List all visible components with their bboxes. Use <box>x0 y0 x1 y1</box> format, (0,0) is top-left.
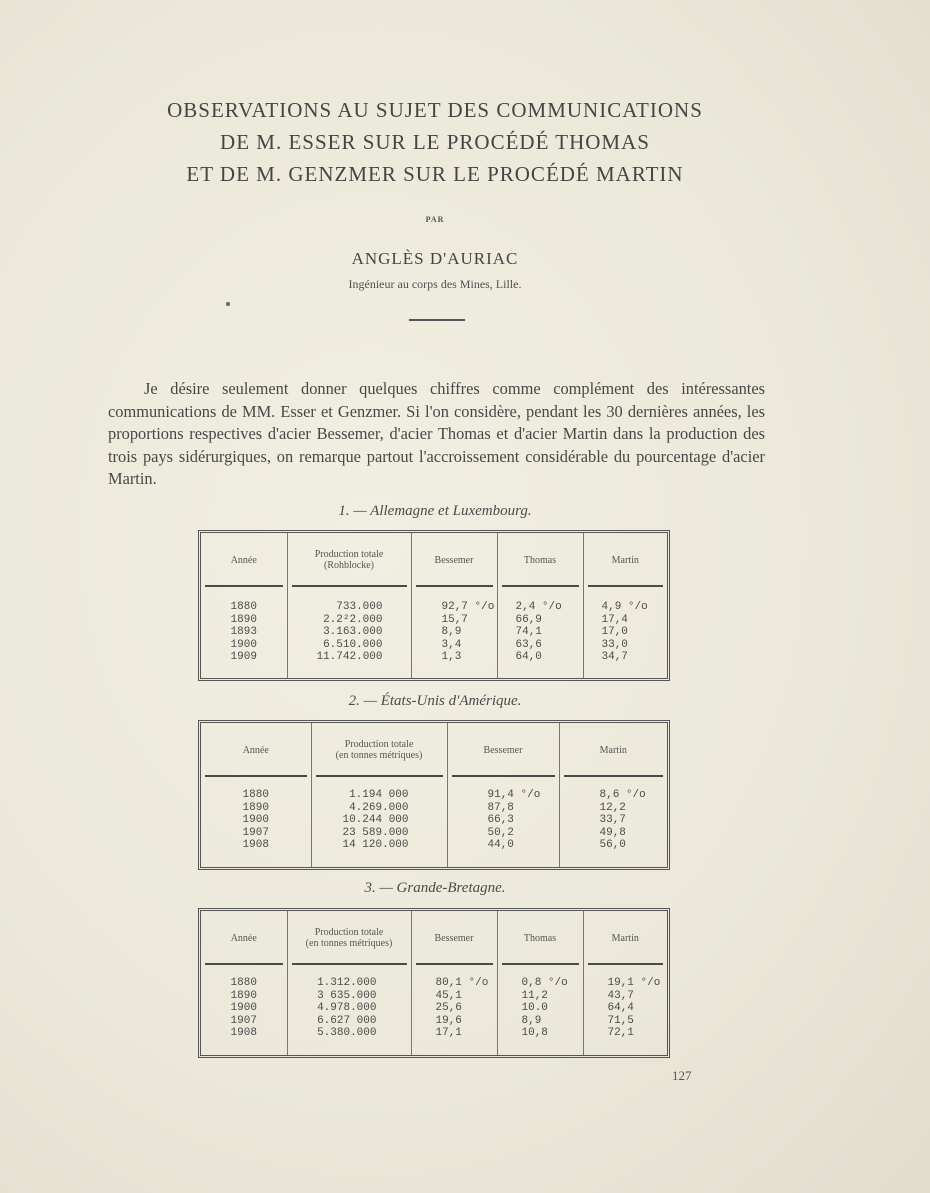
table-3-caption: 3. — Grande-Bretagne. <box>364 880 506 896</box>
author-name: ANGLÈS D'AURIAC <box>351 249 519 268</box>
table-header: Bessemer <box>411 911 497 965</box>
separator-rule <box>409 319 465 321</box>
ink-speck <box>226 302 230 306</box>
title-line: ET DE M. GENZMER SUR LE PROCÉDÉ MARTIN <box>186 162 684 186</box>
production-column: 733.000 2.2²2.000 3.163.000 6.510.000 11.742.000 <box>287 587 411 678</box>
thomas-column: 0,8 °/o 11,2 10.0 8,9 10,8 <box>497 965 583 1055</box>
table-3 <box>198 908 670 1058</box>
year-column: 1880 1890 1900 1907 1908 <box>201 965 287 1055</box>
table-header: Année <box>201 911 287 965</box>
bessemer-column: 91,4 °/o 87,8 66,3 50,2 44,0 <box>447 777 559 867</box>
table-header: Thomas <box>497 533 583 587</box>
table-header: Bessemer <box>447 723 559 777</box>
table-header: Martin <box>559 723 667 777</box>
author-affiliation: Ingénieur au corps des Mines, Lille. <box>348 277 522 291</box>
martin-column: 19,1 °/o 43,7 64,4 71,5 72,1 <box>607 977 661 1040</box>
table-header: Bessemer <box>411 533 497 587</box>
table-header: Année <box>201 533 287 587</box>
intro-paragraph: Je désire seulement donner quelques chiffres comme complément des intéressantes communications de MM. Esser et Genzmer. Si l'on considère, pendant les 30 dernières années, les proportions respectives d'acier Bessemer, d'acier Thomas et d'acier Martin dans la production des trois pays sidérurgiques, on remarque partout l'accroissement considérable du pourcentage d'acier Martin. <box>108 379 765 489</box>
title-line: DE M. ESSER SUR LE PROCÉDÉ THOMAS <box>220 130 650 154</box>
year-column: 1880 1890 1900 1907 1908 <box>201 777 311 867</box>
table-header: Production totale (en tonnes métriques) <box>311 723 447 777</box>
table-header: Thomas <box>497 911 583 965</box>
martin-column: 4,9 °/o 17,4 17,0 33,0 34,7 <box>601 601 648 664</box>
bessemer-column: 80,1 °/o 45,1 25,6 19,6 17,1 <box>411 965 497 1055</box>
table-header: Martin <box>583 911 667 965</box>
table-header: Production totale (en tonnes métriques) <box>287 911 411 965</box>
table-header: Martin <box>583 533 667 587</box>
table-1-caption: 1. — Allemagne et Luxembourg. <box>338 503 532 519</box>
thomas-column: 2,4 °/o 66,9 74,1 63,6 64,0 <box>497 587 583 678</box>
martin-column: 8,6 °/o 12,2 33,7 49,8 56,0 <box>599 789 646 852</box>
article-title <box>0 94 870 190</box>
page-number: 127 <box>672 1068 692 1083</box>
production-column: 1.312.000 3 635.000 4.978.000 6.627 000 5.380.000 <box>287 965 411 1055</box>
table-2-caption: 2. — États-Unis d'Amérique. <box>348 693 522 709</box>
production-column: 1.194 000 4.269.000 10.244 000 23 589.000 14 120.000 <box>311 777 447 867</box>
table-header: Année <box>201 723 311 777</box>
bessemer-column: 92,7 °/o 15,7 8,9 3,4 1,3 <box>411 587 497 678</box>
title-line: OBSERVATIONS AU SUJET DES COMMUNICATIONS <box>167 98 703 122</box>
table-2 <box>198 720 670 870</box>
by-label: PAR <box>425 215 445 224</box>
year-column: 1880 1890 1893 1900 1909 <box>201 587 287 678</box>
table-header: Production totale (Rohblocke) <box>287 533 411 587</box>
table-1 <box>198 530 670 681</box>
